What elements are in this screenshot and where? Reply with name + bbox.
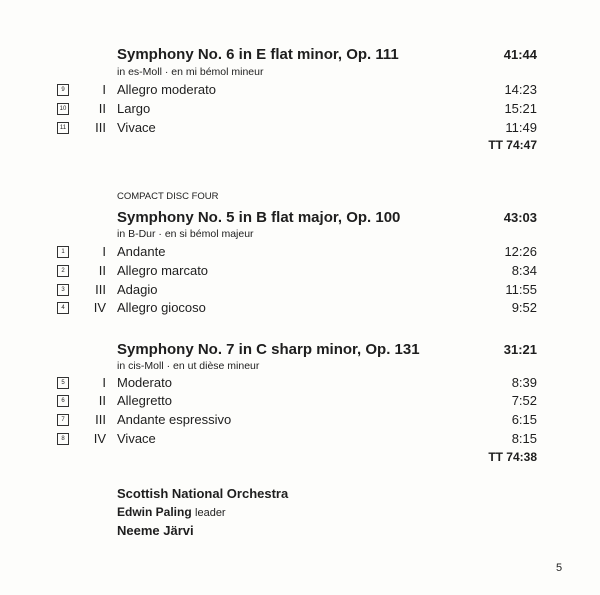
movement-name: Andante [117, 244, 166, 259]
movement-name: Allegro moderato [117, 82, 216, 97]
track-number: 7 [57, 414, 69, 426]
work-title: Symphony No. 7 in C sharp minor, Op. 131 [117, 341, 420, 358]
track-row [0, 119, 600, 137]
movement-numeral: IV [93, 431, 106, 446]
movement-name: Largo [117, 101, 151, 116]
track-row [0, 262, 600, 280]
track-number: 10 [57, 103, 69, 115]
track-time: 8:39 [511, 375, 537, 390]
movement-numeral: III [95, 282, 106, 297]
work-header [0, 46, 600, 64]
movement-name: Allegro giocoso [117, 300, 206, 315]
total-time: TT 74:38 [488, 450, 537, 464]
track-number: 8 [57, 433, 69, 445]
work-duration: 31:21 [503, 342, 537, 357]
track-time: 14:23 [504, 82, 537, 97]
track-number: 6 [57, 395, 69, 407]
track-time: 12:26 [504, 244, 537, 259]
track-number: 4 [57, 302, 69, 314]
track-row [0, 81, 600, 99]
work-duration: 41:44 [503, 47, 537, 62]
track-row [0, 100, 600, 118]
key-subtitle: in B-Dur · en si bémol majeur [117, 228, 254, 240]
movement-name: Vivace [117, 120, 156, 135]
leader-role: leader [195, 507, 226, 519]
key-subtitle: in cis-Moll · en ut dièse mineur [117, 360, 260, 372]
track-number: 2 [57, 265, 69, 277]
movement-numeral: II [98, 263, 106, 278]
track-time: 8:15 [511, 431, 537, 446]
disc-label: COMPACT DISC FOUR [117, 191, 219, 202]
track-time: 11:55 [505, 282, 537, 297]
track-time: 6:15 [511, 412, 537, 427]
track-time: 7:52 [511, 393, 537, 408]
track-row [0, 430, 600, 448]
track-row [0, 411, 600, 429]
track-number: 1 [57, 246, 69, 258]
total-time: TT 74:47 [488, 138, 537, 152]
track-time: 11:49 [505, 120, 537, 135]
track-row [0, 243, 600, 261]
track-number: 5 [57, 377, 69, 389]
conductor: Neeme Järvi [117, 523, 194, 538]
key-subtitle: in es-Moll · en mi bémol mineur [117, 66, 264, 78]
track-time: 8:34 [511, 263, 537, 278]
movement-numeral: III [95, 412, 106, 427]
work-duration: 43:03 [503, 210, 537, 225]
track-number: 11 [57, 122, 69, 134]
work-title: Symphony No. 6 in E flat minor, Op. 111 [117, 46, 399, 63]
movement-numeral: II [98, 101, 106, 116]
track-time: 9:52 [511, 300, 537, 315]
orchestra: Scottish National Orchestra [117, 486, 289, 501]
leader [117, 503, 226, 522]
track-number: 9 [57, 84, 69, 96]
movement-numeral: I [102, 82, 106, 97]
work-title: Symphony No. 5 in B flat major, Op. 100 [117, 209, 401, 226]
movement-name: Moderato [117, 375, 172, 390]
movement-name: Vivace [117, 431, 156, 446]
track-time: 15:21 [504, 101, 537, 116]
movement-numeral: IV [93, 300, 106, 315]
movement-numeral: III [95, 120, 106, 135]
track-row [0, 374, 600, 392]
movement-name: Allegro marcato [117, 263, 209, 278]
track-row [0, 392, 600, 410]
track-row [0, 281, 600, 299]
movement-numeral: I [102, 375, 106, 390]
movement-name: Adagio [117, 282, 158, 297]
track-number: 3 [57, 284, 69, 296]
page-number: 5 [556, 562, 563, 574]
movement-numeral: I [102, 244, 106, 259]
movement-name: Allegretto [117, 393, 172, 408]
leader-name: Edwin Paling [117, 505, 192, 519]
movement-name: Andante espressivo [117, 412, 232, 427]
movement-numeral: II [98, 393, 106, 408]
track-row [0, 299, 600, 317]
